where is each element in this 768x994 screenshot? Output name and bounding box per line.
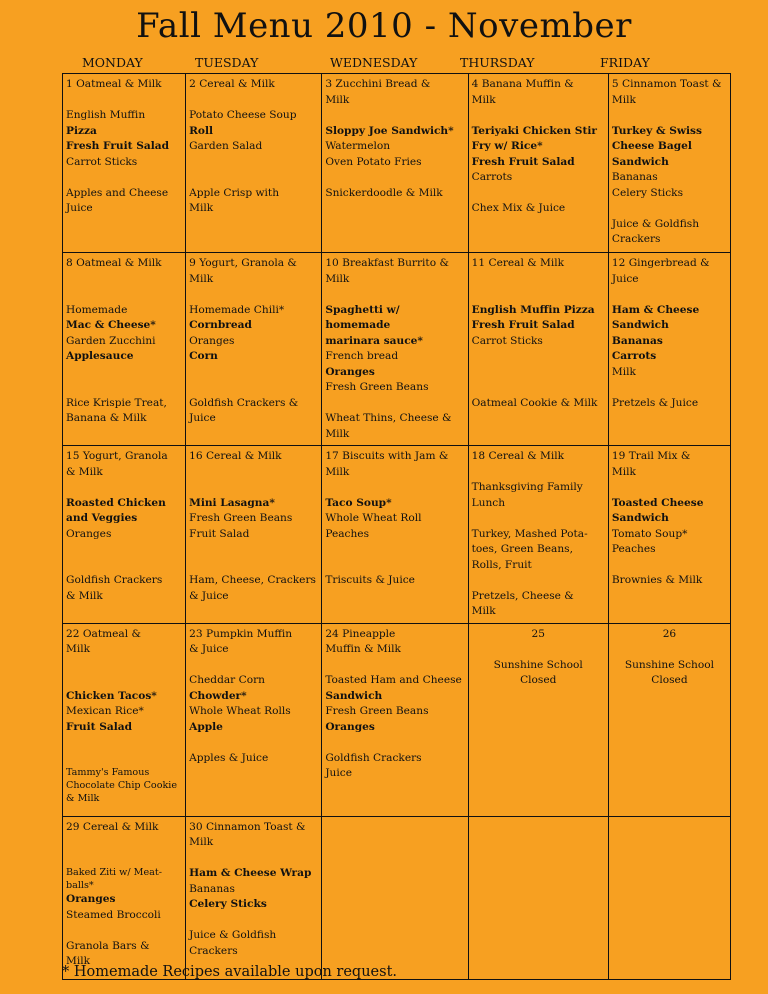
spacer (472, 272, 605, 288)
menu-item: Rice Krispie Treat, (66, 396, 167, 409)
menu-item: Goldfish Crackers & (189, 396, 299, 409)
menu-item: Watermelon (325, 140, 391, 152)
spacer (472, 186, 605, 202)
menu-item: Homemade (66, 303, 128, 316)
menu-item: & Milk (66, 589, 103, 602)
spacer (189, 365, 318, 381)
menu-item: Rolls, Fruit (471, 558, 532, 571)
menu-item: Fresh Green Beans (189, 512, 293, 524)
spacer (66, 751, 182, 767)
menu-item: Tomato Soup* (611, 527, 688, 540)
day-number-and-snack: 22 Oatmeal & (66, 627, 141, 640)
spacer (189, 558, 318, 574)
spacer (612, 201, 727, 217)
spacer (66, 287, 182, 303)
day-number-and-snack: 30 Cinnamon Toast & (189, 820, 306, 833)
spacer (66, 558, 182, 574)
day-number-and-snack: 24 Pineapple (325, 627, 396, 640)
menu-item: Ham & Cheese Wrap (189, 867, 312, 879)
spacer (325, 287, 464, 303)
day-number-and-snack: 9 Yogurt, Granola & (189, 257, 297, 269)
menu-item: Snickerdoodle & Milk (325, 186, 443, 199)
menu-item: Fry w/ Rice* (471, 140, 543, 152)
spacer (66, 365, 182, 381)
menu-item: Sandwich (611, 155, 669, 168)
menu-item: Applesauce (66, 350, 134, 362)
day-cell (608, 253, 730, 446)
day-number-and-snack: 11 Cereal & Milk (471, 257, 565, 269)
menu-item: Baked Ziti w/ Meat- (66, 867, 162, 878)
spacer (325, 658, 464, 674)
day-number-and-snack: 26 (662, 627, 677, 640)
menu-item: Juice (189, 412, 216, 424)
menu-item: Oranges (66, 893, 116, 905)
menu-item: Fresh Fruit Salad (471, 319, 575, 331)
spacer (612, 380, 727, 396)
day-number-and-snack: 25 (531, 627, 545, 640)
day-number-and-snack: 15 Yogurt, Granola (66, 450, 168, 462)
spacer (66, 835, 182, 851)
spacer (66, 658, 182, 674)
spacer (66, 380, 182, 396)
menu-item: Bananas (611, 334, 663, 347)
day-header-thursday: THURSDAY (460, 55, 535, 70)
menu-item: balls* (66, 880, 94, 891)
spacer (325, 558, 464, 574)
spacer (472, 380, 605, 396)
spacer (325, 108, 464, 124)
day-cell (186, 253, 322, 446)
spacer (612, 287, 727, 303)
day-number-and-snack: 12 Gingerbread & (611, 257, 710, 269)
spacer (66, 673, 182, 689)
day-number-and-snack: 1 Oatmeal & Milk (66, 78, 162, 90)
week-row (63, 623, 731, 816)
menu-item: Closed (651, 674, 688, 686)
menu-item: Juice & Goldfish (189, 929, 277, 941)
spacer (472, 511, 605, 527)
spacer (325, 170, 464, 186)
menu-item: Taco Soup* (325, 496, 392, 509)
spacer (189, 170, 318, 186)
menu-item: Mini Lasagna* (189, 496, 275, 509)
menu-item: Goldfish Crackers (325, 751, 422, 764)
spacer (66, 923, 182, 939)
menu-item: Fruit Salad (189, 527, 250, 540)
spacer (189, 480, 318, 496)
menu-item: Sandwich (611, 319, 669, 331)
day-cell (186, 446, 322, 624)
menu-item: Toasted Cheese (611, 496, 704, 509)
day-number-and-snack: 8 Oatmeal & Milk (66, 257, 162, 269)
menu-item: Closed (520, 674, 557, 686)
menu-item: Fruit Salad (66, 720, 133, 733)
spacer (66, 735, 182, 751)
day-cell (322, 253, 468, 446)
menu-item: Fresh Fruit Salad (66, 140, 170, 152)
day-cell (63, 446, 186, 624)
menu-item: Milk (189, 836, 214, 848)
spacer (66, 170, 182, 186)
day-cell (322, 816, 468, 979)
menu-item: Ham & Cheese (611, 303, 700, 316)
menu-item: French bread (325, 350, 399, 362)
day-number-and-snack: 18 Cereal & Milk (471, 450, 565, 462)
menu-item: Fresh Fruit Salad (471, 155, 575, 168)
day-number-and-snack: 16 Cereal & Milk (189, 450, 282, 462)
menu-item: Milk (325, 427, 350, 440)
menu-item: Teriyaki Chicken Stir (471, 124, 597, 137)
spacer (189, 287, 318, 303)
menu-item: Juice & Goldfish (611, 217, 700, 230)
menu-item: Pretzels & Juice (611, 396, 699, 409)
spacer (325, 735, 464, 751)
menu-item: Mac & Cheese* (66, 319, 156, 331)
menu-item: Ham, Cheese, Crackers (189, 574, 316, 586)
menu-item: Apples & Juice (189, 751, 269, 764)
day-number-and-snack: 3 Zucchini Bread & (325, 78, 431, 90)
menu-item: Oranges (189, 334, 235, 347)
menu-item: Milk (66, 955, 91, 967)
spacer (472, 287, 605, 303)
menu-item: Garden Zucchini (66, 334, 156, 347)
day-cell (608, 446, 730, 624)
menu-item: Milk (189, 202, 214, 214)
menu-item: Carrots (611, 350, 657, 362)
menu-item: Milk (471, 93, 496, 106)
menu-item: Carrot Sticks (471, 334, 543, 347)
menu-item: Milk (66, 643, 91, 655)
day-number-and-snack: 4 Banana Muffin & (471, 78, 574, 90)
day-cell (468, 816, 608, 979)
day-number-and-snack: 29 Cereal & Milk (66, 820, 159, 833)
footnote: * Homemade Recipes available upon request. (62, 964, 398, 980)
spacer (189, 735, 318, 751)
menu-item: Roasted Chicken (66, 496, 166, 509)
day-cell (63, 74, 186, 253)
day-cell (468, 446, 608, 624)
spacer (325, 480, 464, 496)
menu-item: Lunch (471, 496, 506, 509)
menu-item: Oranges (325, 720, 375, 733)
menu-item: Sandwich (325, 689, 383, 702)
page-title: Fall Menu 2010 - November (136, 6, 632, 46)
day-cell (322, 446, 468, 624)
day-header-tuesday: TUESDAY (195, 55, 259, 70)
spacer (189, 465, 318, 481)
day-cell (63, 253, 186, 446)
menu-item: Celery Sticks (611, 186, 684, 199)
spacer (325, 396, 464, 412)
menu-item: Milk (611, 465, 636, 478)
spacer (189, 542, 318, 558)
menu-item: Cheddar Corn (189, 674, 265, 686)
menu-calendar (62, 73, 731, 980)
menu-item: Granola Bars & (66, 939, 150, 952)
menu-item: Peaches (611, 543, 656, 555)
menu-item: & Juice (189, 643, 229, 655)
spacer (472, 465, 605, 481)
day-cell (63, 816, 186, 979)
menu-item: Turkey, Mashed Pota- (471, 527, 588, 540)
menu-item: Mexican Rice* (66, 705, 144, 717)
menu-item: marinara sauce* (325, 334, 423, 347)
menu-item: Juice (66, 202, 93, 214)
menu-item: Steamed Broccoli (66, 908, 161, 921)
menu-item: Apple Crisp with (189, 186, 280, 199)
menu-item: Chowder* (189, 689, 247, 702)
week-row (63, 816, 731, 979)
day-cell (608, 623, 730, 816)
spacer (472, 349, 605, 365)
spacer (189, 380, 318, 396)
menu-item: Peaches (325, 527, 370, 540)
menu-item: Cheese Bagel (611, 140, 692, 152)
day-header-friday: FRIDAY (600, 55, 650, 70)
menu-item: Bananas (189, 882, 235, 895)
menu-item: Whole Wheat Rolls (189, 705, 291, 717)
spacer (66, 851, 182, 867)
menu-item: Muffin & Milk (325, 643, 401, 655)
spacer (612, 642, 727, 658)
menu-item: toes, Green Beans, (471, 543, 573, 555)
menu-item: Bananas (611, 171, 658, 183)
day-headers (62, 55, 762, 73)
menu-item: Sandwich (611, 512, 669, 524)
day-number-and-snack: 10 Breakfast Burrito & (325, 257, 449, 269)
day-cell (186, 74, 322, 253)
day-cell (186, 623, 322, 816)
menu-item: Toasted Ham and Cheese (325, 674, 462, 686)
menu-item: Sunshine School (493, 658, 583, 671)
menu-item: Homemade Chili* (189, 303, 285, 316)
spacer (325, 542, 464, 558)
menu-item: Milk (325, 93, 350, 106)
menu-item: & Milk (66, 793, 100, 804)
spacer (472, 573, 605, 589)
day-number-and-snack: 23 Pumpkin Muffin (189, 627, 293, 640)
day-number-and-snack: 19 Trail Mix & (611, 450, 691, 462)
menu-item: Oranges (325, 365, 375, 378)
menu-item: & Juice (189, 589, 229, 602)
spacer (189, 851, 318, 867)
week-row (63, 253, 731, 446)
menu-item: Corn (189, 350, 218, 362)
menu-item: Oatmeal Cookie & Milk (471, 396, 598, 409)
menu-item: Juice (611, 272, 639, 285)
day-cell (322, 623, 468, 816)
menu-item: Celery Sticks (189, 898, 267, 910)
menu-item: Milk (611, 93, 636, 106)
menu-item: Sloppy Joe Sandwich* (325, 124, 454, 137)
day-header-wednesday: WEDNESDAY (330, 55, 418, 70)
menu-item: Pizza (66, 124, 97, 137)
menu-item: Milk (325, 465, 350, 478)
menu-item: Fresh Green Beans (325, 381, 429, 393)
menu-item: Chicken Tacos* (66, 689, 157, 702)
menu-item: Oven Potato Fries (325, 155, 422, 168)
menu-item: Carrot Sticks (66, 155, 138, 168)
day-cell (608, 74, 730, 253)
day-cell (468, 623, 608, 816)
menu-item: Thanksgiving Family (471, 481, 583, 493)
menu-item: & Milk (66, 465, 103, 478)
day-cell (63, 623, 186, 816)
spacer (612, 480, 727, 496)
menu-item: Wheat Thins, Cheese & (325, 412, 452, 424)
menu-item: Roll (189, 124, 214, 137)
menu-item: Turkey & Swiss (611, 124, 702, 137)
day-number-and-snack: 17 Biscuits with Jam & (325, 450, 449, 462)
menu-item: Chocolate Chip Cookie (66, 780, 178, 791)
spacer (472, 108, 605, 124)
menu-item: Apples and Cheese (66, 186, 169, 199)
menu-item: Oranges (66, 527, 112, 540)
menu-item: Milk (189, 272, 214, 285)
day-cell (186, 816, 322, 979)
menu-item: Apple (189, 720, 223, 733)
menu-item: Garden Salad (189, 140, 263, 152)
day-cell (322, 74, 468, 253)
menu-item: Cornbread (189, 319, 252, 331)
week-row (63, 446, 731, 624)
menu-item: Banana & Milk (66, 412, 147, 424)
menu-item: and Veggies (66, 512, 138, 524)
menu-item: Spaghetti w/ homemade (325, 303, 400, 331)
menu-item: Crackers (611, 233, 661, 245)
spacer (472, 642, 605, 658)
menu-item: English Muffin Pizza (471, 303, 595, 316)
spacer (189, 913, 318, 929)
day-cell (608, 816, 730, 979)
spacer (66, 272, 182, 288)
menu-item: Milk (325, 272, 350, 285)
day-cell (468, 74, 608, 253)
spacer (189, 155, 318, 171)
spacer (189, 93, 318, 109)
week-row (63, 74, 731, 253)
spacer (66, 542, 182, 558)
menu-item: Fresh Green Beans (325, 705, 429, 717)
menu-item: Goldfish Crackers (66, 574, 163, 586)
menu-item: Potato Cheese Soup (189, 109, 297, 121)
menu-item: Whole Wheat Roll (325, 512, 422, 524)
spacer (472, 365, 605, 381)
menu-item: Chex Mix & Juice (471, 202, 566, 214)
menu-item: Triscuits & Juice (325, 574, 415, 586)
spacer (612, 108, 727, 124)
day-cell (468, 253, 608, 446)
menu-item: English Muffin (66, 109, 146, 121)
menu-item: Juice (325, 767, 352, 779)
spacer (66, 93, 182, 109)
menu-item: Pretzels, Cheese & (471, 589, 574, 602)
day-number-and-snack: 2 Cereal & Milk (189, 78, 275, 90)
menu-item: Sunshine School (624, 658, 715, 671)
menu-item: Milk (471, 605, 496, 617)
menu-item: Brownies & Milk (611, 574, 703, 586)
spacer (612, 558, 727, 574)
menu-item: Carrots (471, 171, 513, 183)
day-header-monday: MONDAY (82, 55, 143, 70)
day-number-and-snack: 5 Cinnamon Toast & (611, 78, 722, 90)
menu-item: Tammy's Famous (66, 767, 150, 778)
menu-item: Milk (611, 365, 636, 378)
menu-item: Crackers (189, 944, 238, 957)
spacer (189, 658, 318, 674)
spacer (66, 480, 182, 496)
